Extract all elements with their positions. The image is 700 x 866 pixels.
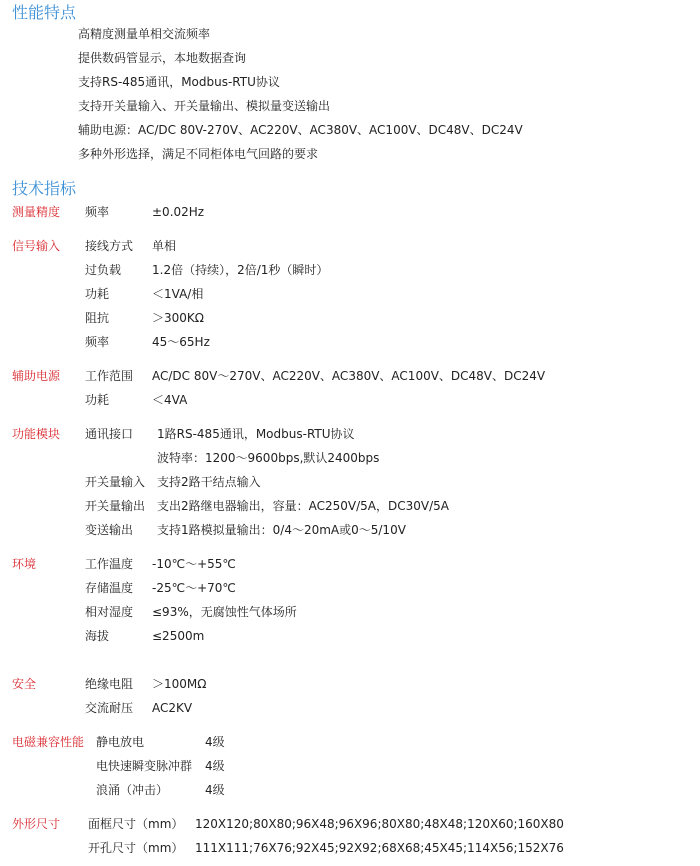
spec-value: 支出2路继电器输出，容量：AC250V/5A，DC30V/5A (157, 499, 449, 513)
spec-value: 4级 (205, 735, 225, 749)
category-label-safety: 安全 (12, 677, 37, 691)
category-label-emc: 电磁兼容性能 (12, 735, 85, 749)
spec-name: 工作范围 (85, 369, 134, 383)
spec-name: 工作温度 (85, 557, 134, 571)
category-label-dimensions: 外形尺寸 (12, 817, 61, 831)
spec-value: 4级 (205, 783, 225, 797)
features-heading: 性能特点 (12, 3, 77, 22)
feature-item: 支持RS-485通讯，Modbus-RTU协议 (78, 75, 280, 89)
spec-value: 波特率：1200～9600bps,默认2400bps (157, 451, 380, 465)
category-label-measurement: 测量精度 (12, 205, 61, 219)
spec-name: 变送输出 (85, 523, 134, 537)
spec-value: 1.2倍（持续），2倍/1秒（瞬时） (152, 263, 329, 277)
spec-name: 过负载 (85, 263, 122, 277)
feature-item: 高精度测量单相交流频率 (78, 27, 211, 41)
spec-value: AC/DC 80V～270V、AC220V、AC380V、AC100V、DC48V、DC24V (152, 369, 546, 383)
spec-value: 45～65Hz (152, 335, 210, 349)
feature-item: 多种外形选择，满足不同柜体电气回路的要求 (78, 147, 319, 161)
spec-name: 海拔 (85, 629, 110, 643)
spec-name: 阻抗 (85, 311, 110, 325)
feature-item: 辅助电源：AC/DC 80V-270V、AC220V、AC380V、AC100V、DC48V、DC24V (78, 123, 523, 137)
spec-name: 功耗 (85, 393, 110, 407)
spec-value: -25℃～+70℃ (152, 581, 236, 595)
spec-name: 交流耐压 (85, 701, 134, 715)
category-label-aux-power: 辅助电源 (12, 369, 61, 383)
spec-value: ＜4VA (152, 393, 188, 407)
category-label-environment: 环境 (12, 557, 37, 571)
spec-value: 支持1路模拟量输出：0/4～20mA或0～5/10V (157, 523, 406, 537)
spec-name: 功耗 (85, 287, 110, 301)
spec-name: 面框尺寸（mm） (88, 817, 184, 831)
spec-value: -10℃～+55℃ (152, 557, 236, 571)
spec-name: 相对湿度 (85, 605, 134, 619)
specs-heading: 技术指标 (12, 179, 77, 198)
spec-value: ＞100MΩ (152, 677, 207, 691)
spec-value: ±0.02Hz (152, 205, 205, 219)
spec-name: 频率 (85, 205, 110, 219)
spec-name: 绝缘电阻 (85, 677, 134, 691)
spec-name: 频率 (85, 335, 110, 349)
spec-value: 支持2路干结点输入 (157, 475, 261, 489)
spec-value: 单相 (152, 239, 177, 253)
category-label-signal-input: 信号输入 (12, 239, 61, 253)
spec-value: ＞300KΩ (152, 311, 204, 325)
spec-name: 开关量输入 (85, 475, 146, 489)
spec-name: 静电放电 (96, 735, 145, 749)
spec-value: 1路RS-485通讯，Modbus-RTU协议 (157, 427, 355, 441)
spec-name: 电快速瞬变脉冲群 (96, 759, 193, 773)
feature-item: 提供数码管显示，本地数据查询 (78, 51, 247, 65)
spec-value: ＜1VA/相 (152, 287, 204, 301)
feature-item: 支持开关量输入、开关量输出、模拟量变送输出 (78, 99, 331, 113)
spec-name: 浪涌（冲击） (96, 783, 169, 797)
spec-value: 111X111;76X76;92X45;92X92;68X68;45X45;114X56;152X76 (195, 841, 564, 855)
category-label-function-module: 功能模块 (12, 427, 61, 441)
spec-value: ≤93%，无腐蚀性气体场所 (152, 605, 297, 619)
spec-name: 通讯接口 (85, 427, 134, 441)
spec-value: ≤2500m (152, 629, 205, 643)
spec-value: 120X120;80X80;96X48;96X96;80X80;48X48;120X60;160X80 (195, 817, 564, 831)
spec-name: 开关量输出 (85, 499, 146, 513)
spec-value: 4级 (205, 759, 225, 773)
spec-name: 开孔尺寸（mm） (88, 841, 184, 855)
spec-name: 存储温度 (85, 581, 134, 595)
spec-name: 接线方式 (85, 239, 134, 253)
spec-value: AC2KV (152, 701, 193, 715)
